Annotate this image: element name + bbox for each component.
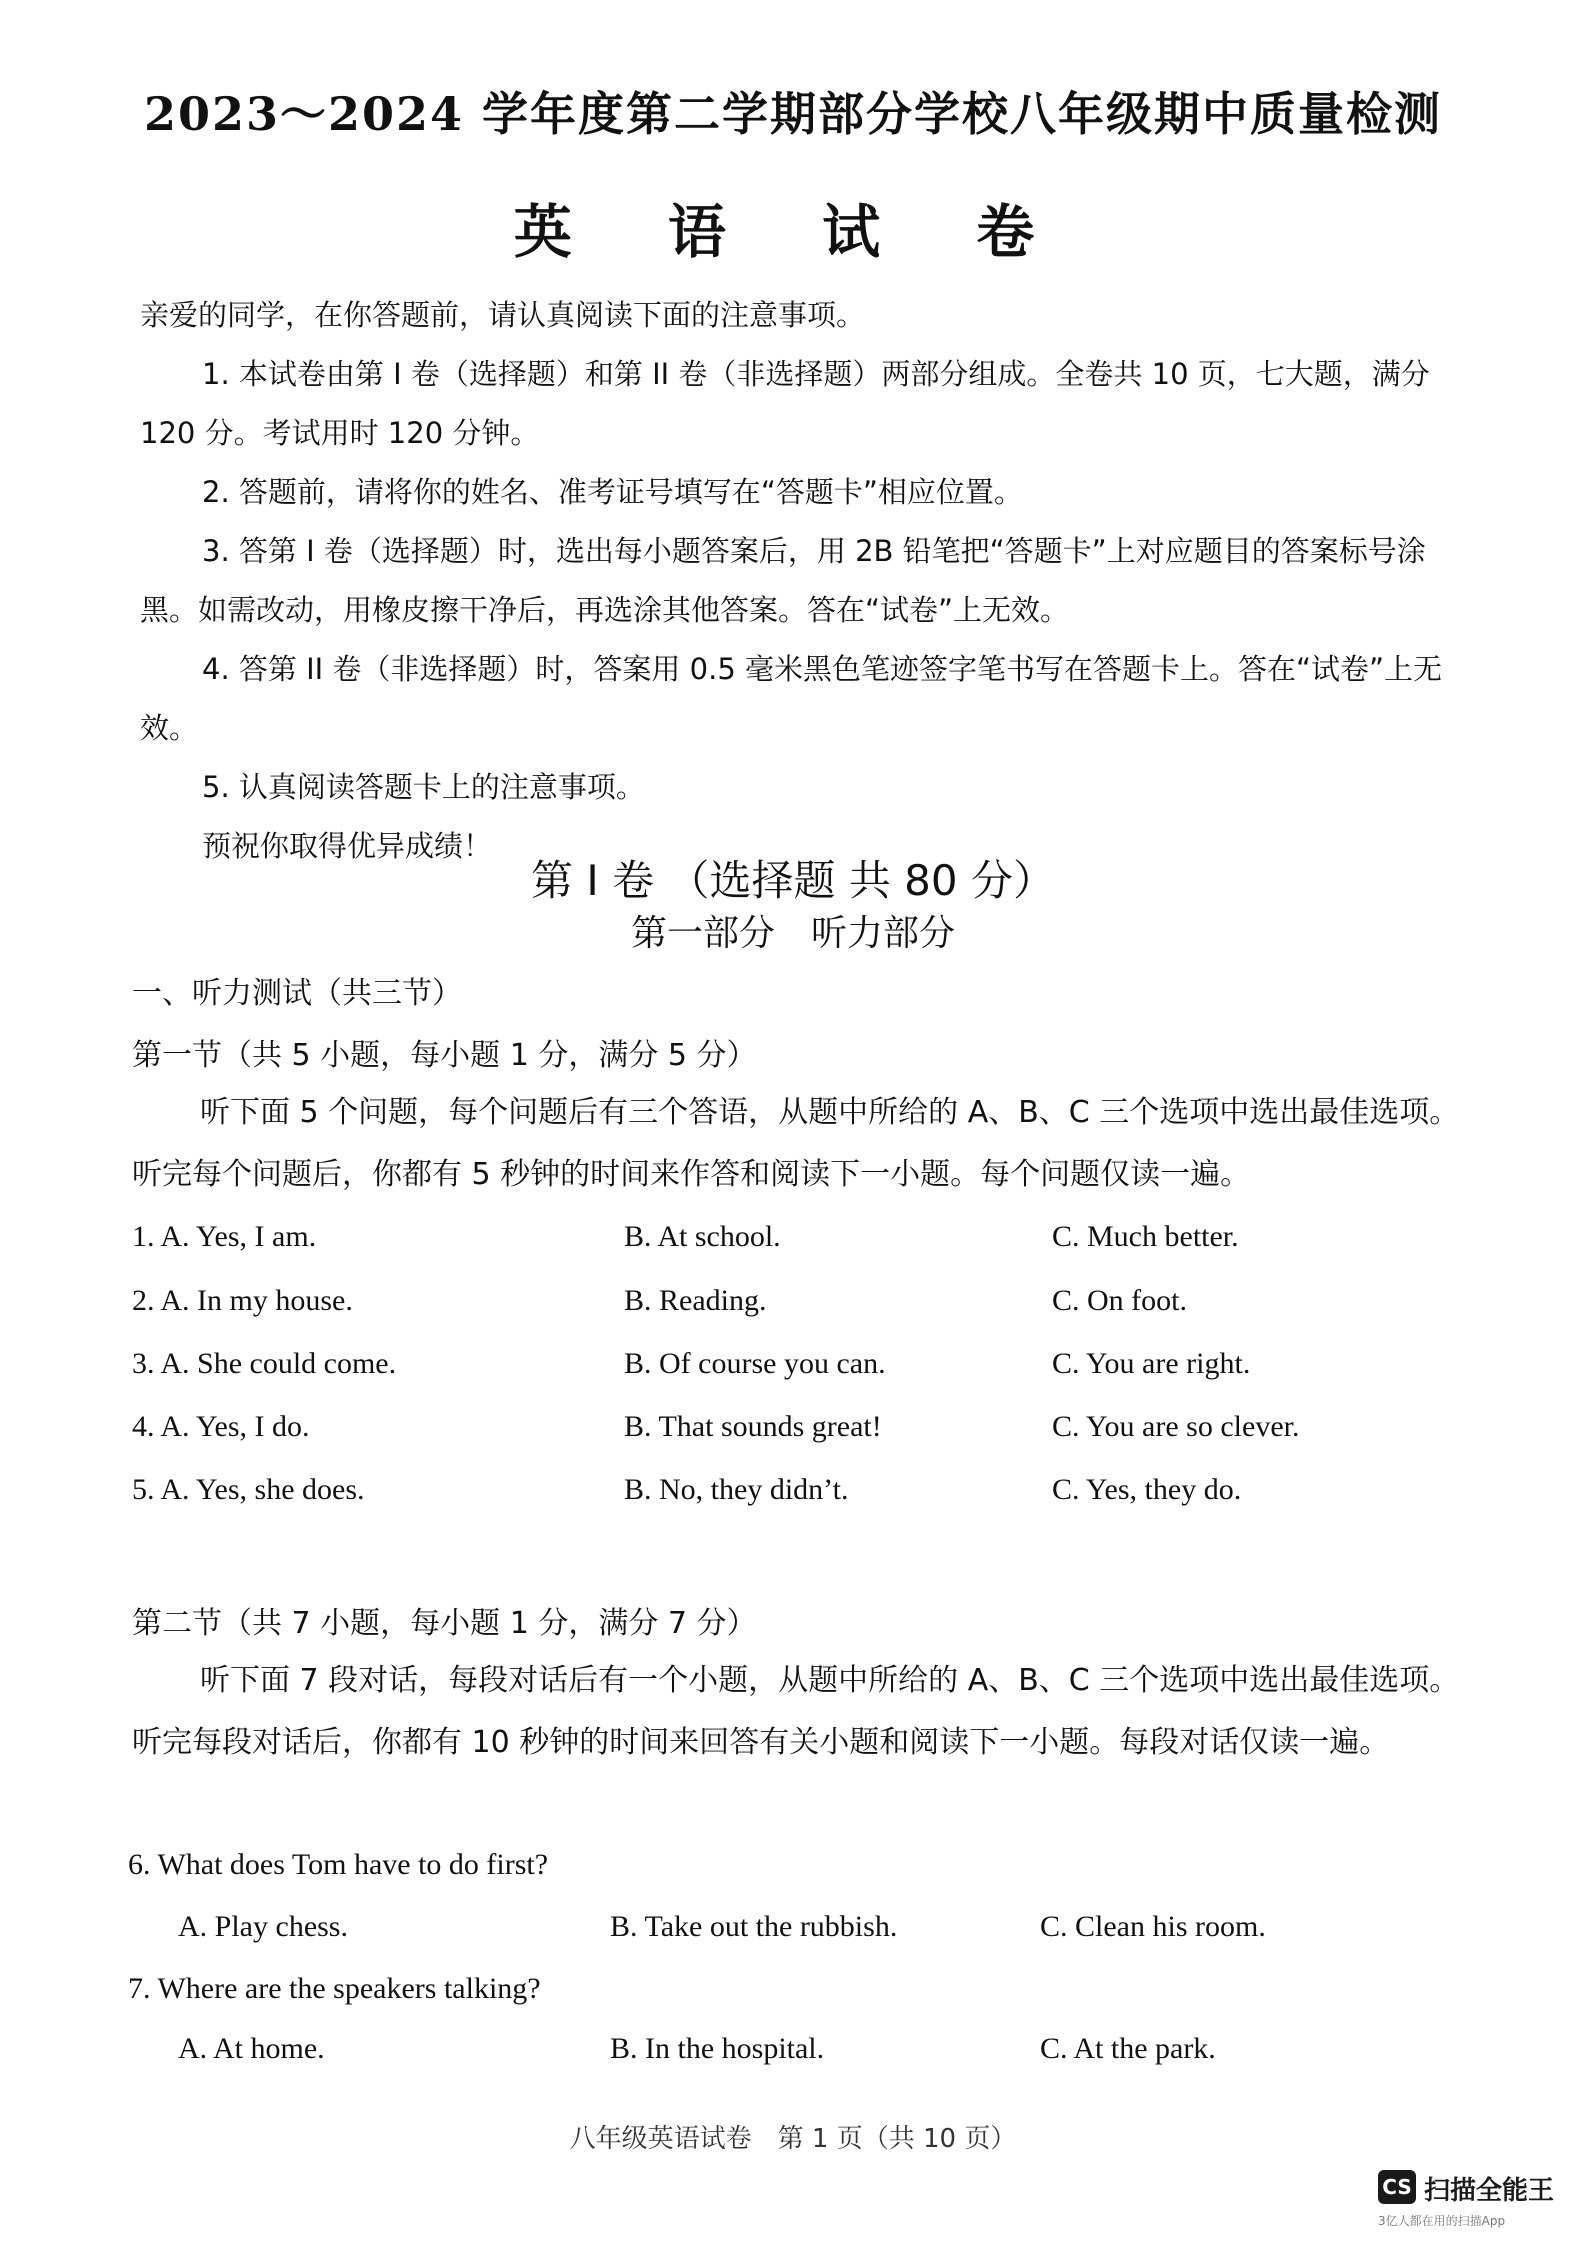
option-c: C. Yes, they do.	[1052, 1473, 1242, 1506]
watermark-subtitle: 3亿人都在用的扫描App	[1378, 2214, 1506, 2228]
option-b: B. Reading.	[624, 1284, 767, 1317]
option-c: C. Much better.	[1052, 1220, 1239, 1253]
notice-item-1: 1. 本试卷由第 I 卷（选择题）和第 II 卷（非选择题）两部分组成。全卷共 10 页，七大题，满分 120 分。考试用时 120 分钟。	[140, 357, 1430, 450]
question-stem: 7. Where are the speakers talking?	[128, 1972, 541, 2005]
question-row	[132, 1473, 1462, 1517]
notice-item-2: 2. 答题前，请将你的姓名、准考证号填写在“答题卡”相应位置。	[202, 475, 1023, 509]
notice-block	[140, 286, 1460, 876]
notice-wish: 预祝你取得优异成绩！	[202, 829, 493, 863]
part-title: 第一部分 听力部分	[630, 913, 955, 954]
scanner-watermark	[1378, 2162, 1568, 2232]
option-b: B. Take out the rubbish.	[610, 1910, 898, 1943]
question-row	[178, 2032, 1508, 2076]
option-b: B. In the hospital.	[610, 2032, 825, 2065]
notice-item-5: 5. 认真阅读答题卡上的注意事项。	[202, 770, 645, 804]
section2-instruction: 听下面 7 段对话，每段对话后有一个小题，从题中所给的 A、B、C 三个选项中选出最佳选项。听完每段对话后，你都有 10 秒钟的时间来回答有关小题和阅读下一小题。每段对话仅读一遍。	[132, 1663, 1460, 1760]
option-a: 2. A. In my house.	[132, 1284, 353, 1317]
notice-item-3: 3. 答第 I 卷（选择题）时，选出每小题答案后，用 2B 铅笔把“答题卡”上对应题目的答案标号涂黑。如需改动，用橡皮擦干净后，再选涂其他答案。答在“试卷”上无效。	[140, 534, 1426, 627]
question-stem: 6. What does Tom have to do first?	[128, 1848, 549, 1881]
option-b: B. Of course you can.	[624, 1347, 886, 1380]
option-b: B. That sounds great!	[624, 1410, 882, 1443]
option-a: A. At home.	[178, 2032, 325, 2065]
section1-instruction: 听下面 5 个问题，每个问题后有三个答语，从题中所给的 A、B、C 三个选项中选出最佳选项。听完每个问题后，你都有 5 秒钟的时间来作答和阅读下一小题。每个问题仅读一遍。	[132, 1095, 1460, 1192]
volume-title: 第 I 卷 （选择题 共 80 分）	[531, 856, 1055, 905]
page-footer: 八年级英语试卷 第 1 页（共 10 页）	[569, 2124, 1017, 2154]
section1-title: 第一节（共 5 小题，每小题 1 分，满分 5 分）	[132, 1038, 757, 1073]
question-row	[132, 1410, 1462, 1454]
section2-title: 第二节（共 7 小题，每小题 1 分，满分 7 分）	[132, 1606, 757, 1641]
option-c: C. Clean his room.	[1040, 1910, 1266, 1943]
option-a: A. Play chess.	[178, 1910, 348, 1943]
question-row	[132, 1347, 1462, 1391]
notice-greeting: 亲爱的同学，在你答题前，请认真阅读下面的注意事项。	[140, 298, 866, 332]
option-c: C. You are right.	[1052, 1347, 1251, 1380]
camscanner-icon: CS	[1378, 2170, 1416, 2204]
notice-item-4: 4. 答第 II 卷（非选择题）时，答案用 0.5 毫米黑色笔迹签字笔书写在答题卡上。答在“试卷”上无效。	[140, 652, 1443, 745]
option-b: B. At school.	[624, 1220, 781, 1253]
watermark-name: 扫描全能王	[1424, 2176, 1555, 2206]
subject-title: 英 语 试 卷	[513, 198, 1073, 266]
option-b: B. No, they didn’t.	[624, 1473, 849, 1506]
option-c: C. You are so clever.	[1052, 1410, 1300, 1443]
exam-title: 2023～2024 学年度第二学期部分学校八年级期中质量检测	[143, 87, 1443, 141]
option-a: 3. A. She could come.	[132, 1347, 397, 1380]
question-row	[178, 1910, 1508, 1954]
option-c: C. On foot.	[1052, 1284, 1187, 1317]
option-a: 5. A. Yes, she does.	[132, 1473, 365, 1506]
question-row	[132, 1220, 1462, 1264]
question-row	[132, 1284, 1462, 1328]
option-a: 4. A. Yes, I do.	[132, 1410, 310, 1443]
option-c: C. At the park.	[1040, 2032, 1216, 2065]
listening-heading: 一、听力测试（共三节）	[132, 976, 462, 1011]
option-a: 1. A. Yes, I am.	[132, 1220, 317, 1253]
